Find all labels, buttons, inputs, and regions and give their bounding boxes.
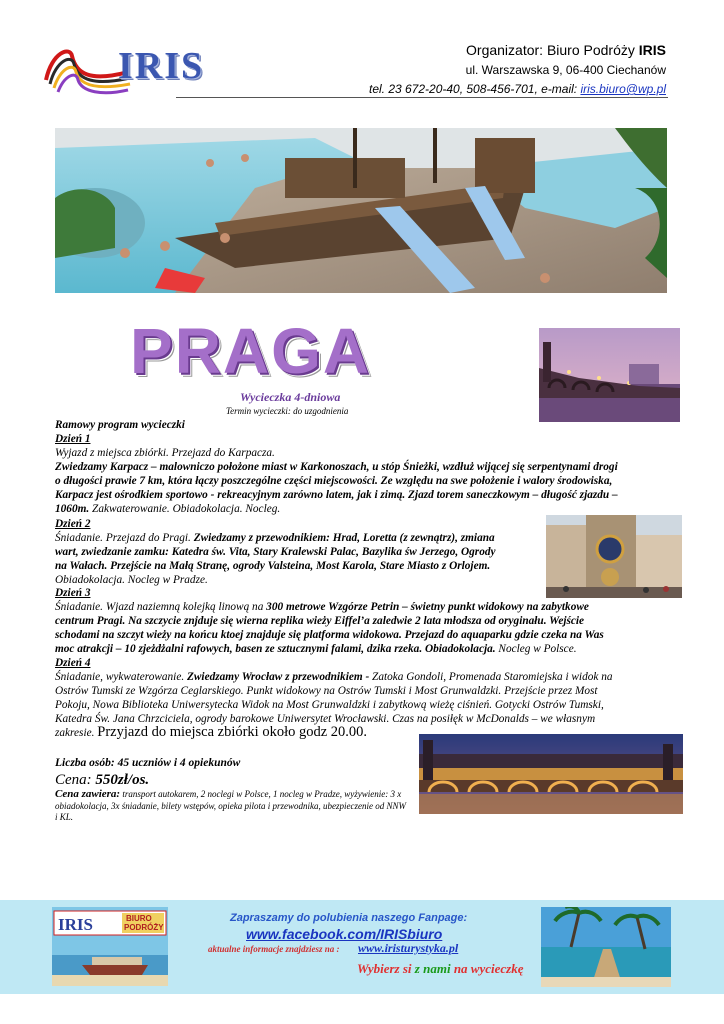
footer-logo: [52, 907, 168, 986]
sled-length: 1060m.: [55, 503, 90, 515]
footer-logo-biuro: BIURO: [126, 914, 152, 923]
charles-bridge-night-photo: [419, 734, 683, 814]
day1-line5: 1060m. Zakwaterowanie. Obiadokolacja. Nocleg.: [55, 503, 281, 515]
includes-label: Cena zawiera:: [55, 788, 121, 800]
logo-text: IRIS: [118, 45, 205, 87]
header-divider: [176, 97, 668, 98]
day3-line2: centrum Pragi. Na szczycie znjduje się wierna replika wieży Eiffel’a zaledwie 2 lata młodsza od oryginału. Wejście: [55, 615, 585, 627]
day1-line3: o długości prawie 7 km, która łączy poszczególne części miejscowości. Ze względu na swe położenie i walory środowiska,: [55, 475, 613, 487]
participants-count: Liczba osób: 45 uczniów i 4 opiekunów: [55, 757, 241, 769]
day2-label: Dzień 2: [55, 518, 91, 530]
day4-line5: zakresie. Przyjazd do miejsca zbiórki około godz 20.00.: [55, 724, 368, 740]
day1-label: Dzień 1: [55, 433, 91, 445]
price-label: Cena:: [55, 772, 96, 788]
footer-logo-podrozy: PODRÓŻY: [124, 923, 164, 932]
program-heading: Ramowy program wycieczki: [55, 419, 185, 431]
iris-logo: [42, 42, 247, 100]
day3-line3: schodami na szczyt wieży na końcu ktoej znajduje się platforma widokowa. Przejazd do aquaparku gdzie czeka na Was: [55, 629, 604, 641]
email-link[interactable]: iris.biuro@wp.pl: [580, 82, 666, 96]
price: [55, 772, 149, 789]
aquapark-photo: [55, 128, 667, 293]
day4-line1: Śniadanie, wykwaterowanie. Zwiedzamy Wrocław z przewodnikiem - Zatoka Gondoli, Promenada Staromiejska i widok na: [55, 671, 613, 683]
address: ul. Warszawska 9, 06-400 Ciechanów: [465, 63, 666, 77]
charles-bridge-photo: [539, 328, 680, 422]
page-title: PRAGA: [130, 315, 372, 387]
trip-duration: Wycieczka 4-dniowa: [240, 390, 341, 404]
trip-term: Termin wycieczki: do uzgodnienia: [226, 406, 349, 416]
day2-line3: na Wałach. Przejście na Małą Stranę, ogrody Valsteina, Most Karola, Stare Miasto z Orlojem.: [55, 560, 491, 572]
day2-line2: wart, zwiedzanie zamku: Katedra św. Vita, Stary Kralewski Palac, Bazylika św Jerzego, Ogrody: [55, 546, 496, 558]
day2-line1: Śniadanie. Przejazd do Pragi. Zwiedzamy z przewodnikiem: Hrad, Loretta (z zewnątrz), zmiana: [55, 532, 495, 544]
organizer-label: Organizator: Biuro Podróży: [466, 42, 635, 58]
tropical-beach-photo: [541, 907, 671, 987]
fanpage-invite: Zapraszamy do polubienia naszego Fanpage:: [230, 912, 468, 924]
slogan: Wybierz si z nami na wycieczkę: [357, 961, 524, 976]
includes-text: transport autokarem, 2 noclegi w Polsce, 1 nocleg w Pradze, wyżywienie: 3 x obiadokolacja, 3x śniadanie, bilety wstępów, opieka pilota i przewodnika, ubezpieczenie od NNW i KL.: [55, 789, 407, 822]
day4-line2: Ostrów Tumski ze Wzgórza Ceglarskiego. Punkt widokowy na Ostrów Tumski i Most Grunwaldzki. Przejście przez Most: [55, 685, 598, 697]
contact-phones: tel. 23 672-20-40, 508-456-701, e-mail:: [368, 82, 581, 96]
day1-line1: Wyjazd z miejsca zbiórki. Przejazd do Karpacza.: [55, 447, 275, 459]
day4-label: Dzień 4: [55, 657, 91, 669]
info-label: aktualne informacje znajdziesz na :: [208, 944, 340, 954]
organizer-name: IRIS: [638, 42, 666, 58]
day1-line2: Zwiedzamy Karpacz – malowniczo położone miast w Karkonoszach, u stóp Śnieżki, wzdłuż wijącej się serpentynami drogi: [55, 461, 618, 473]
day3-line4: moc atrakcji – 10 zjeżdżalni rafowych, basen ze sztucznymi falami, dzika rzeka. Obiadokolacja. Nocleg w Polsce.: [55, 643, 577, 655]
footer-logo-iris: IRIS: [58, 915, 93, 934]
day1-line4: Karpacz jest ośrodkiem sportowo - rekreacyjnym zarówno latem, jak i zimą. Zjazd torem saneczkowym – długość zjazdu –: [55, 489, 618, 501]
price-includes: [55, 789, 407, 824]
organizer-info: [369, 42, 666, 96]
day3-label: Dzień 3: [55, 587, 91, 599]
website-link[interactable]: www.iristurystyka.pl: [358, 941, 459, 955]
day4-line4: Katedra Św. Jana Chrzciciela, ogrody barokowe Uniwersytet Wrocławski. Czas na posiłęk w McDonalds – we własnym: [55, 713, 596, 725]
old-town-square-photo: [546, 515, 682, 598]
price-value: 550zł/os.: [95, 772, 150, 788]
day4-line3: Pokoju, Nowa Biblioteka Uniwersytecka Widok na Most Grunwaldzki i zabytkową wieżę ciśnień. Gotycki Ostrów Tumski,: [55, 699, 604, 711]
facebook-link[interactable]: www.facebook.com/IRISbiuro: [246, 926, 443, 942]
day3-line1: Śniadanie. Wjazd naziemną kolejką linową na 300 metrowe Wzgórze Petrin – świetny punkt widokowy na zabytkowe: [55, 601, 589, 613]
day2-line4: Obiadokolacja. Nocleg w Pradze.: [55, 574, 208, 586]
